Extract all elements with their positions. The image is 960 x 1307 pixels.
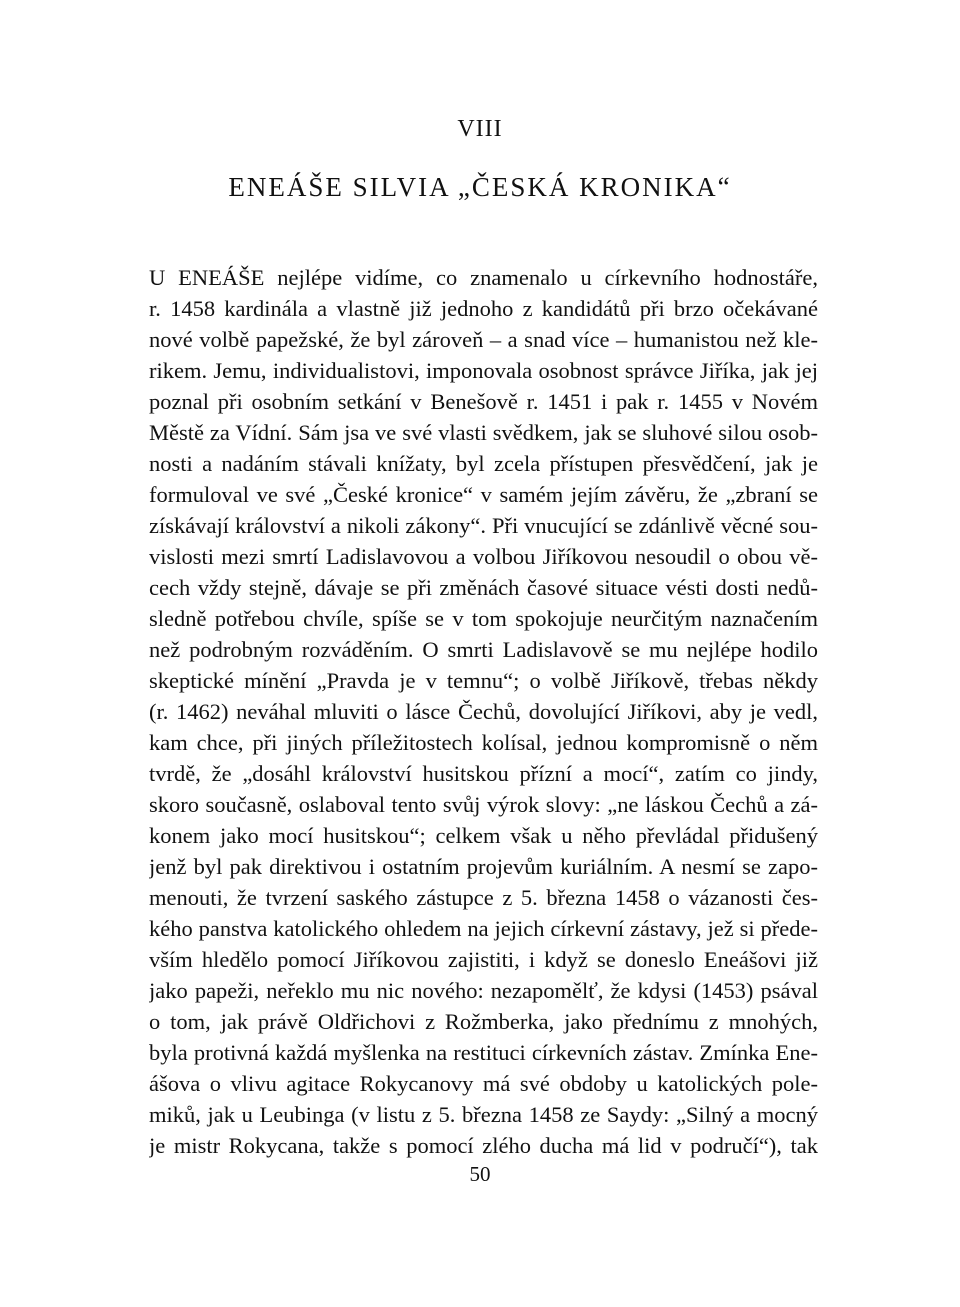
text-line: Městě za Vídní. Sám jsa ve své vlasti svědkem, jak se sluhové silou osob- <box>149 420 818 445</box>
text-line: o tom, jak právě Oldřichovi z Rožmberka, jako přednímu z mnohých, <box>149 1009 818 1034</box>
text-line: formuloval ve své „České kronice“ v samém jejím závěru, že „zbraní se <box>149 482 818 507</box>
text-line: byla protivná každá myšlenka na restituci církevních zástav. Zmínka Ene- <box>149 1040 818 1065</box>
text-line: cech vždy stejně, dávaje se při změnách časové situace vésti dosti nedů- <box>149 575 818 600</box>
text-line: vším hledělo pomocí Jiříkovou zajistiti, i když se doneslo Eneášovi již <box>149 947 818 972</box>
text-line: poznal při osobním setkání v Benešově r. 1451 i pak r. 1455 v Novém <box>149 389 818 414</box>
text-line: nosti a nadáním stávali knížaty, byl zcela přístupen přesvědčení, jak je <box>149 451 818 476</box>
text-line: skeptické mínění „Pravda je v temnu“; o volbě Jiříkově, třebas někdy <box>149 668 818 693</box>
text-line: ášova o vlivu agitace Rokycanovy má své obdoby u katolických pole- <box>149 1071 818 1096</box>
text-line: U ENEÁŠE nejlépe vidíme, co znamenalo u církevního hodnostáře, <box>149 265 818 290</box>
chapter-number: VIII <box>457 116 503 142</box>
text-line: vislosti mezi smrtí Ladislavovou a volbou Jiříkovou nesoudil o obou vě- <box>149 544 818 569</box>
text-line: r. 1458 kardinála a vlastně již jednoho z kandidátů při brzo očekávané <box>149 296 818 321</box>
body-paragraph <box>149 262 818 1161</box>
text-line: miků, jak u Leubinga (v listu z 5. března 1458 ze Saydy: „Silný a mocný <box>149 1102 818 1127</box>
text-line: získávají království a nikoli zákony“. Při vnucující se zdánlivě věcné sou- <box>149 513 818 538</box>
text-line: kého panstva katolického ohledem na jejich církevní zástavy, jež si přede- <box>149 916 818 941</box>
text-line: jenž byl pak direktivou i ostatním projevům kuriálním. A nesmí se zapo- <box>149 854 818 879</box>
page-number: 50 <box>469 1162 491 1186</box>
text-line: než podrobným rozváděním. O smrti Ladislavově se mu nejlépe hodilo <box>149 637 818 662</box>
text-line: tvrdě, že „dosáhl království husitskou přízní a mocí“, zatím co jindy, <box>149 761 818 786</box>
text-line: je mistr Rokycana, takže s pomocí zlého ducha má lid v područí“), tak <box>149 1133 818 1158</box>
text-line: sledně potřebou chvíle, spíše se v tom spokojuje neurčitým naznačením <box>149 606 818 631</box>
text-line: (r. 1462) neváhal mluviti o lásce Čechů, dovolující Jiříkovi, aby je vedl, <box>149 699 818 724</box>
text-line: menouti, že tvrzení saského zástupce z 5. března 1458 o vázanosti čes- <box>149 885 818 910</box>
text-line: kam chce, při jiných příležitostech kolísal, jednou kompromisně o něm <box>149 730 818 755</box>
text-line: nové volbě papežské, že byl zároveň – a snad více – humanistou než kle- <box>149 327 818 352</box>
text-line: konem jako mocí husitskou“; celkem však u něho převládal přidušený <box>149 823 818 848</box>
text-line: jako papeži, neřeklo mu nic nového: nezapomělť, že kdysi (1453) psával <box>149 978 818 1003</box>
text-line: rikem. Jemu, individualistovi, imponovala osobnost správce Jiříka, jak jej <box>149 358 818 383</box>
chapter-title: ENEÁŠE SILVIA „ČESKÁ KRONIKA“ <box>228 172 732 202</box>
text-line: skoro současně, oslaboval tento svůj výrok slovy: „ne láskou Čechů a zá- <box>149 792 818 817</box>
